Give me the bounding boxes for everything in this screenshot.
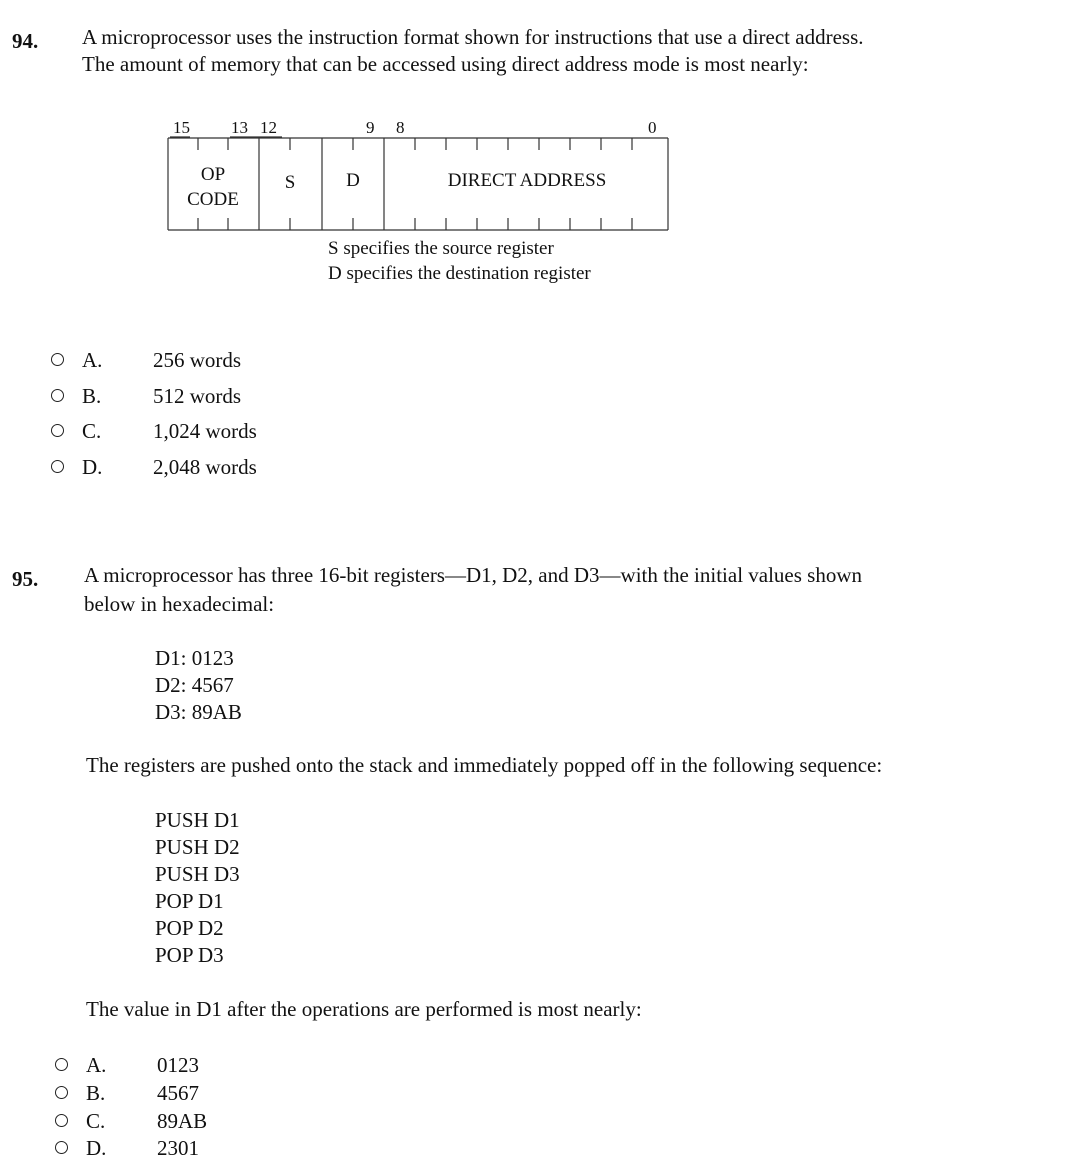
question-95-line1: A microprocessor has three 16-bit registers—D1, D2, and D3—with the initial values shown	[84, 563, 863, 587]
radio-icon[interactable]	[55, 1141, 68, 1154]
choice-text: 0123	[157, 1053, 199, 1077]
bit-label-0: 0	[648, 118, 657, 137]
operation-line: POP D3	[155, 943, 224, 967]
bit-label-13: 13	[231, 118, 248, 137]
register-d1: D1: 0123	[155, 646, 234, 670]
radio-icon[interactable]	[55, 1058, 68, 1071]
register-d2: D2: 4567	[155, 673, 234, 697]
s-field-label: S	[284, 172, 296, 193]
register-d3: D3: 89AB	[155, 700, 242, 724]
choice-text: 2,048 words	[153, 455, 257, 479]
opcode-label-line2: CODE	[187, 189, 239, 210]
d-field-label: D	[346, 170, 360, 191]
operation-line: PUSH D3	[155, 862, 240, 886]
choice-letter: A.	[82, 348, 103, 372]
radio-icon[interactable]	[55, 1086, 68, 1099]
choice-letter: B.	[86, 1081, 106, 1105]
operation-line: POP D1	[155, 889, 224, 913]
bit-label-9: 9	[366, 118, 375, 137]
choice-letter: A.	[86, 1053, 107, 1077]
note-destination-register: D specifies the destination register	[328, 263, 591, 284]
radio-icon[interactable]	[51, 460, 64, 473]
bit-label-15: 15	[173, 118, 190, 137]
question-94-line1: A microprocessor uses the instruction format shown for instructions that use a direct address.	[82, 25, 864, 49]
choice-text: 1,024 words	[153, 419, 257, 443]
choice-text: 512 words	[153, 384, 242, 408]
operation-line: POP D2	[155, 916, 224, 940]
operation-line: PUSH D1	[155, 808, 240, 832]
question-95-line2: below in hexadecimal:	[84, 592, 275, 616]
choice-text: 256 words	[153, 348, 242, 372]
choice-letter: D.	[82, 455, 103, 479]
choice-letter: C.	[82, 419, 102, 443]
bit-label-8: 8	[396, 118, 405, 137]
sequence-intro: The registers are pushed onto the stack and immediately popped off in the following sequence:	[86, 753, 883, 777]
question-95-number: 95.	[12, 567, 39, 591]
choice-letter: B.	[82, 384, 102, 408]
question-94-number: 94.	[12, 29, 39, 53]
choice-text: 2301	[157, 1136, 199, 1160]
radio-icon[interactable]	[51, 353, 64, 366]
choice-text: 89AB	[157, 1109, 208, 1133]
bit-label-12: 12	[260, 118, 277, 137]
direct-address-field-label: DIRECT ADDRESS	[447, 170, 607, 191]
operation-line: PUSH D2	[155, 835, 240, 859]
question-94-line2: The amount of memory that can be accessed using direct address mode is most nearly:	[82, 52, 809, 76]
radio-icon[interactable]	[51, 389, 64, 402]
note-source-register: S specifies the source register	[328, 238, 554, 259]
choice-letter: C.	[86, 1109, 106, 1133]
opcode-label-line1: OP	[200, 164, 226, 185]
radio-icon[interactable]	[55, 1114, 68, 1127]
choice-letter: D.	[86, 1136, 107, 1160]
question-95-prompt: The value in D1 after the operations are performed is most nearly:	[86, 997, 642, 1021]
choice-text: 4567	[157, 1081, 199, 1105]
opcode-field-label	[168, 162, 258, 212]
radio-icon[interactable]	[51, 424, 64, 437]
